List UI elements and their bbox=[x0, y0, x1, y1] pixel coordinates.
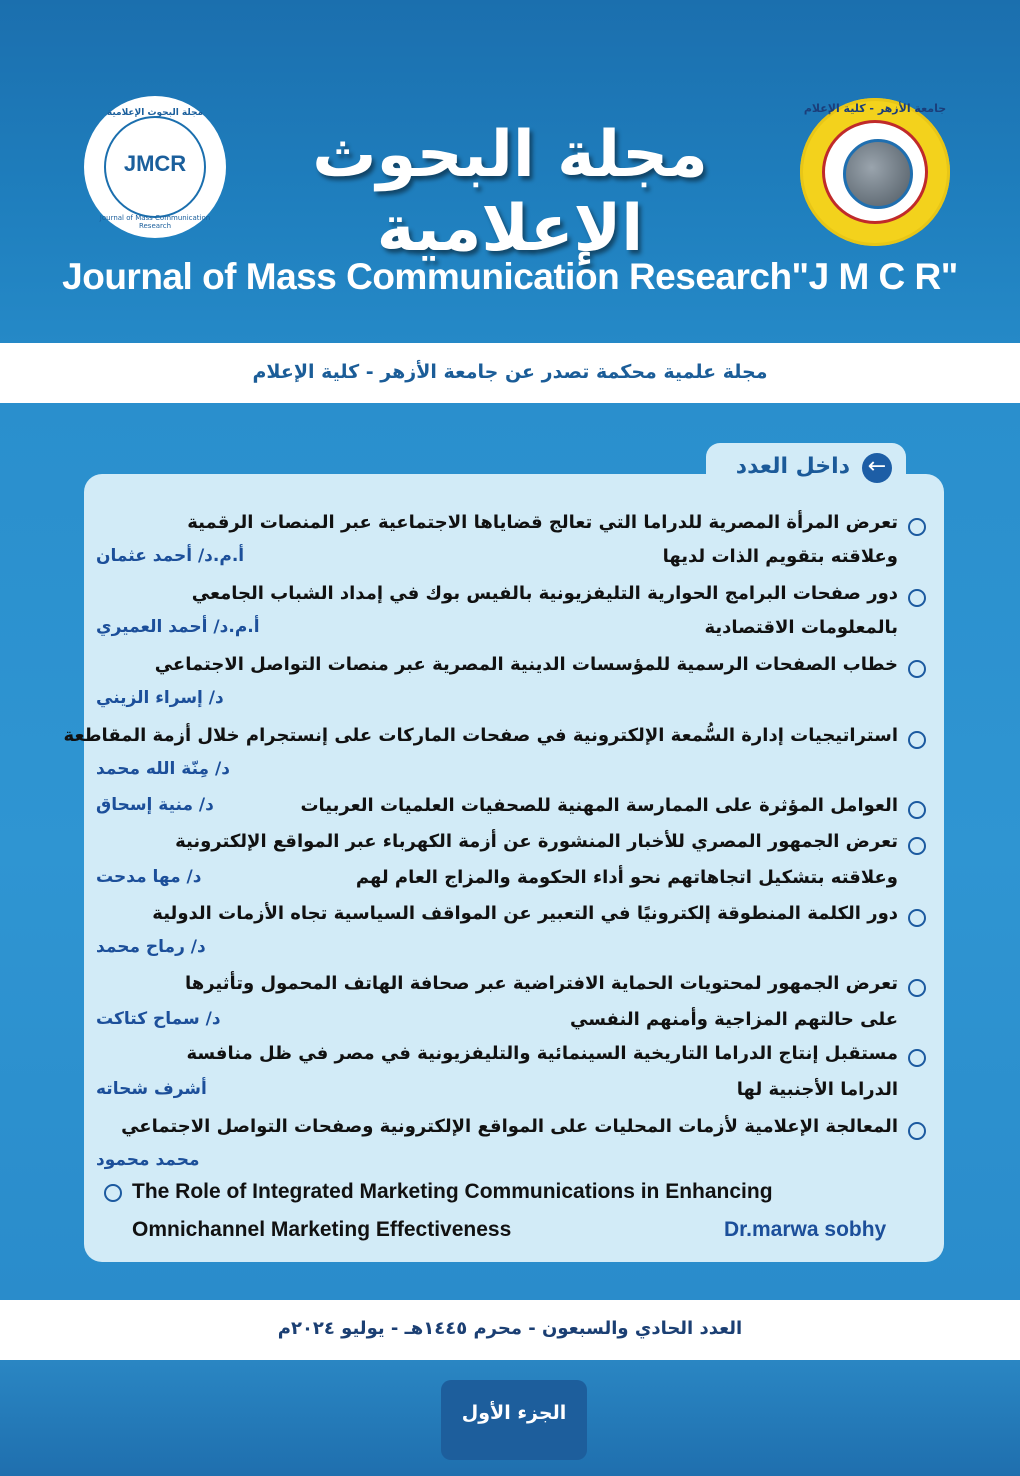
article-item bbox=[96, 1043, 926, 1107]
article-title-line2: وعلاقته بتشكيل اتجاهاتهم نحو أداء الحكومة والمزاج العام لهم bbox=[355, 867, 898, 888]
part-label: الجزء الأول bbox=[461, 1402, 567, 1424]
article-author: د/ مها مدحت bbox=[96, 867, 202, 887]
bullet-circle-icon bbox=[908, 1122, 926, 1140]
article-author: د/ سماح كتاكت bbox=[96, 1009, 221, 1029]
article-author: د/ إسراء الزيني bbox=[96, 688, 224, 708]
jmcr-logo-ring-ar: مجلة البحوث الإعلامية bbox=[106, 108, 204, 118]
article-item bbox=[63, 725, 926, 789]
article-author: محمد محمود bbox=[96, 1150, 200, 1170]
issue-info: العدد الحادي والسبعون - محرم ١٤٤٥هـ - يوليو ٢٠٢٤م bbox=[277, 1318, 743, 1339]
al-azhar-faculty-logo bbox=[800, 98, 950, 246]
article-item bbox=[96, 1116, 926, 1176]
article-author: د/ رماح محمد bbox=[96, 937, 206, 957]
subtitle-band bbox=[0, 343, 1020, 403]
article-title-line1: مستقبل إنتاج الدراما التاريخية السينمائية والتليفزيونية في مصر في ظل منافسة bbox=[186, 1043, 898, 1064]
bullet-circle-icon bbox=[908, 731, 926, 749]
jmcr-logo-label: JMCR bbox=[123, 151, 187, 176]
article-item bbox=[96, 512, 926, 576]
article-author: أشرف شحاته bbox=[96, 1079, 207, 1099]
article-author: أ.م.د/ أحمد عثمان bbox=[96, 546, 245, 566]
issue-band bbox=[0, 1300, 1020, 1360]
bullet-circle-icon bbox=[104, 1184, 122, 1202]
article-item bbox=[96, 795, 926, 825]
article-title-line1: المعالجة الإعلامية لأزمات المحليات على المواقع الإلكترونية وصفحات التواصل الاجتماعي bbox=[121, 1116, 898, 1137]
globe-icon bbox=[843, 139, 913, 209]
journal-subtitle: مجلة علمية محكمة تصدر عن جامعة الأزهر - كلية الإعلام bbox=[252, 361, 768, 383]
arrow-left-icon: ← bbox=[862, 453, 892, 483]
bullet-circle-icon bbox=[908, 979, 926, 997]
bullet-circle-icon bbox=[908, 837, 926, 855]
bullet-circle-icon bbox=[908, 518, 926, 536]
article-title-line1: دور صفحات البرامج الحوارية التليفزيونية بالفيس بوك في إمداد الشباب الجامعي bbox=[191, 583, 898, 604]
article-title-line1: تعرض الجمهور لمحتويات الحماية الافتراضية عبر صحافة الهاتف المحمول وتأثيرها bbox=[184, 973, 898, 994]
contents-tab-label: داخل العدد bbox=[735, 454, 850, 479]
bullet-circle-icon bbox=[908, 589, 926, 607]
article-item bbox=[96, 654, 926, 718]
bullet-circle-icon bbox=[908, 1049, 926, 1067]
journal-title-arabic: مجلة البحوث الإعلامية bbox=[312, 118, 708, 266]
jmcr-logo bbox=[84, 96, 226, 238]
part-badge bbox=[441, 1380, 587, 1460]
article-title-line1: استراتيجيات إدارة السُّمعة الإلكترونية في صفحات الماركات على إنستجرام خلال أزمة المقاطعة bbox=[63, 725, 898, 746]
article-item bbox=[96, 973, 926, 1037]
article-title-line2: على حالتهم المزاجية وأمنهم النفسي bbox=[570, 1009, 898, 1030]
logo-inner bbox=[822, 120, 928, 224]
bullet-circle-icon bbox=[908, 909, 926, 927]
article-item bbox=[96, 903, 926, 967]
article-item bbox=[96, 583, 926, 647]
jmcr-logo-ring-en: Journal of Mass Communication Research bbox=[99, 214, 211, 230]
article-title-line1: دور الكلمة المنطوقة إلكترونيًا في التعبير عن المواقف السياسية تجاه الأزمات الدولية bbox=[152, 903, 898, 924]
article-title-line1: العوامل المؤثرة على الممارسة المهنية للصحفيات العلميات العربيات bbox=[300, 795, 898, 816]
article-author: Dr.marwa sobhy bbox=[724, 1218, 887, 1241]
journal-title-english: Journal of Mass Communication Research"J M C R" bbox=[62, 256, 958, 297]
bullet-circle-icon bbox=[908, 660, 926, 678]
article-item bbox=[96, 831, 926, 895]
cover-header bbox=[0, 0, 1020, 343]
article-author: د/ مِنّة الله محمد bbox=[96, 759, 230, 779]
logo-ring-text: جامعة الأزهر - كلية الإعلام bbox=[803, 102, 947, 115]
article-title-line1: خطاب الصفحات الرسمية للمؤسسات الدينية المصرية عبر منصات التواصل الاجتماعي bbox=[154, 654, 898, 675]
article-title-line2: Omnichannel Marketing Effectiveness bbox=[132, 1218, 512, 1241]
bullet-circle-icon bbox=[908, 801, 926, 819]
article-title-line2: وعلاقته بتقويم الذات لديها bbox=[662, 546, 898, 567]
contents-tab bbox=[706, 443, 906, 493]
article-author: د/ منية إسحاق bbox=[96, 795, 214, 815]
article-title-line2: بالمعلومات الاقتصادية bbox=[704, 617, 898, 638]
article-title-line1: The Role of Integrated Marketing Communications in Enhancing bbox=[132, 1180, 773, 1203]
article-author: أ.م.د/ أحمد العميري bbox=[96, 617, 260, 637]
article-title-line1: تعرض الجمهور المصري للأخبار المنشورة عن أزمة الكهرباء عبر المواقع الإلكترونية bbox=[175, 831, 898, 852]
article-title-line1: تعرض المرأة المصرية للدراما التي تعالج قضاياها الاجتماعية عبر المنصات الرقمية bbox=[187, 512, 898, 533]
article-title-line2: الدراما الأجنبية لها bbox=[736, 1079, 898, 1100]
